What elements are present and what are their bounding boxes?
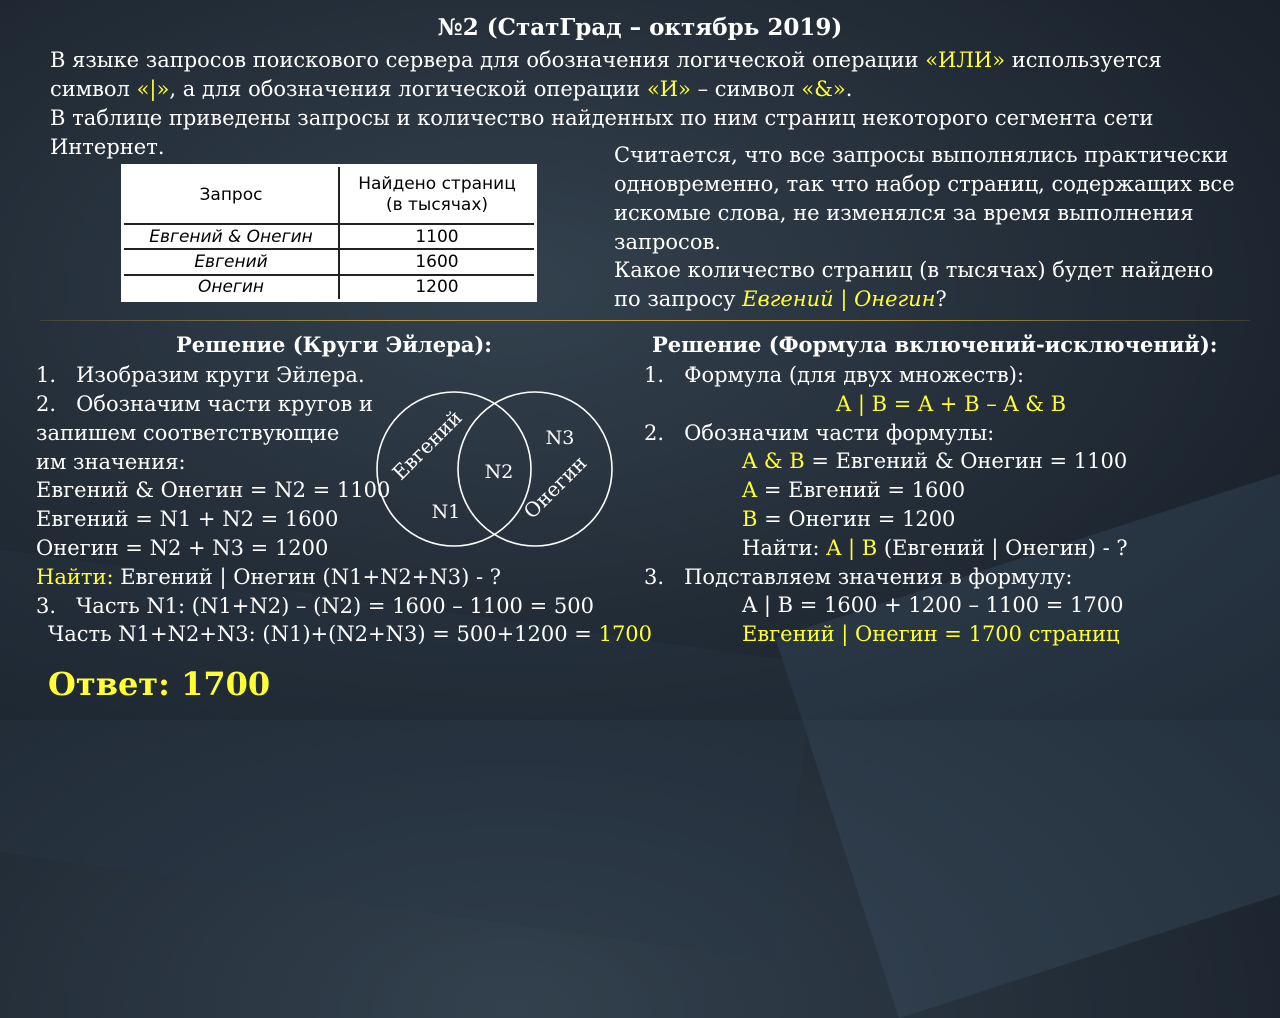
venn-n2: N2 (484, 461, 514, 483)
table-cell-value: 1600 (339, 249, 536, 274)
page-title: №2 (СтатГрад – октябрь 2019) (437, 14, 843, 41)
right-step-1: 1. Формула (для двух множеств): (644, 363, 1025, 387)
answer: Ответ: 1700 (48, 665, 271, 703)
condition-line-6: по запросу Евгений | Онегин? (614, 287, 947, 311)
intro-line-3: В таблице приведены запросы и количество найденных по ним страниц некоторого сегмента сети (50, 106, 1154, 130)
left-equation-2: Евгений = N1 + N2 = 1600 (36, 507, 339, 531)
left-step-2-line-2: запишем соответствующие (36, 421, 340, 445)
right-part-1: A & B = Евгений & Онегин = 1100 (742, 449, 1128, 473)
right-step-3: 3. Подставляем значения в формулу: (644, 565, 1073, 589)
table-header-query: Запрос (123, 166, 340, 225)
table-cell-value: 1200 (339, 275, 536, 301)
venn-diagram (372, 390, 617, 550)
right-find: Найти: A | B (Евгений | Онегин) - ? (742, 536, 1128, 560)
table-row (123, 249, 536, 274)
left-step-3: 3. Часть N1: (N1+N2) – (N2) = 1600 – 1100 = 500 (36, 594, 594, 618)
intro-line-1: В языке запросов поискового сервера для обозначения логической операции «ИЛИ» используется (50, 48, 1162, 72)
condition-line-4: запросов. (614, 230, 721, 254)
left-step-1: 1. Изобразим круги Эйлера. (36, 363, 365, 387)
left-heading: Решение (Круги Эйлера): (176, 332, 493, 357)
left-step-2: 2. Обозначим части кругов и (36, 392, 373, 416)
table-header-found: Найдено страниц (в тысячах) (339, 166, 536, 225)
left-find: Найти: Евгений | Онегин (N1+N2+N3) - ? (36, 565, 502, 589)
right-heading: Решение (Формула включений-исключений): (652, 332, 1218, 357)
right-part-3: B = Онегин = 1200 (742, 507, 956, 531)
condition-line-1: Считается, что все запросы выполнялись практически (614, 143, 1229, 167)
venn-n1: N1 (431, 501, 461, 523)
condition-line-3: искомые слова, не изменялся за время выполнения (614, 201, 1194, 225)
intro-line-4: Интернет. (50, 135, 165, 159)
table-cell-query: Евгений (123, 249, 340, 274)
table-cell-query: Евгений & Онегин (123, 224, 340, 249)
intro-line-2: символ «|», а для обозначения логической операции «И» – символ «&». (50, 77, 853, 101)
venn-n3: N3 (545, 427, 575, 449)
right-calculation: A | B = 1600 + 1200 – 1100 = 1700 (742, 593, 1124, 617)
right-step-2: 2. Обозначим части формулы: (644, 421, 995, 445)
left-equation-3: Онегин = N2 + N3 = 1200 (36, 536, 329, 560)
table-row (123, 275, 536, 301)
table-row (123, 224, 536, 249)
venn-label-left: Евгений (387, 405, 467, 485)
right-result: Евгений | Онегин = 1700 страниц (742, 622, 1120, 646)
section-divider (40, 320, 1250, 321)
left-equation-1: Евгений & Онегин = N2 = 1100 (36, 478, 391, 502)
left-step-4: Часть N1+N2+N3: (N1)+(N2+N3) = 500+1200 = 1700 (48, 622, 653, 646)
condition-line-2: одновременно, так что набор страниц, содержащих все (614, 172, 1235, 196)
query-table (121, 164, 537, 302)
condition-line-5: Какое количество страниц (в тысячах) будет найдено (614, 258, 1214, 282)
venn-label-right: Онегин (518, 450, 592, 524)
left-step-2-line-3: им значения: (36, 450, 186, 474)
table-cell-query: Онегин (123, 275, 340, 301)
table-cell-value: 1100 (339, 224, 536, 249)
right-part-2: A = Евгений = 1600 (742, 478, 966, 502)
right-formula: A | B = A + B – A & B (836, 392, 1067, 416)
